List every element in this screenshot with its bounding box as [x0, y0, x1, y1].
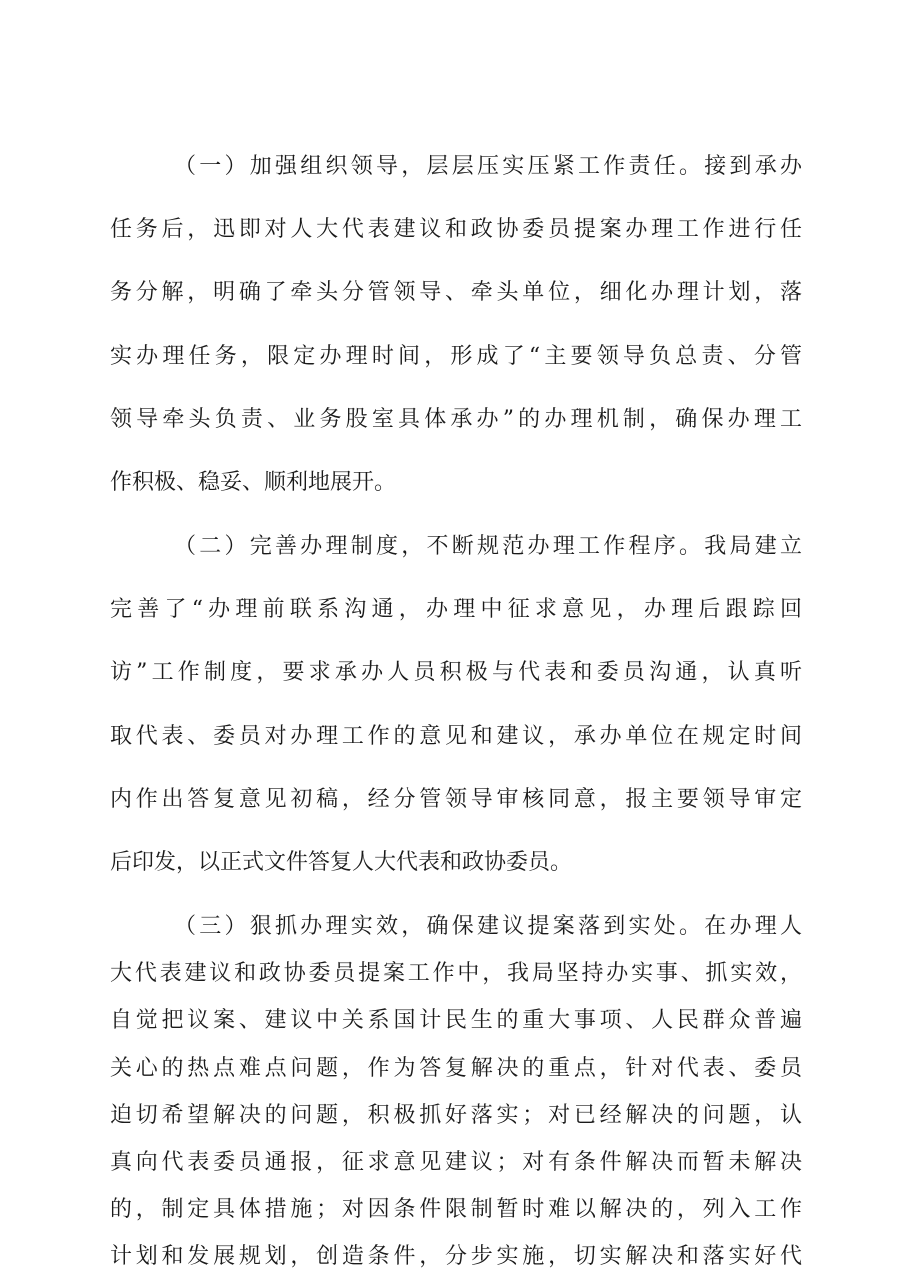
paragraph-3-line-2: 大代表建议和政协委员提案工作中，我局坚持办实事、抓实效，: [110, 961, 802, 987]
paragraph-2-line-5: 内作出答复意见初稿，经分管领导审核同意，报主要领导审定: [110, 786, 802, 812]
paragraph-1-line-5: 领导牵头负责、业务股室具体承办”的办理机制，确保办理工: [110, 406, 802, 432]
paragraph-1-line-6: 作积极、稳妥、顺利地展开。: [110, 470, 397, 495]
paragraph-3-line-1: （三）狠抓办理实效，确保建议提案落到实处。在办理人: [174, 914, 802, 939]
paragraph-3-line-3: 自觉把议案、建议中关系国计民生的重大事项、人民群众普遍: [110, 1008, 802, 1034]
paragraph-1-line-4: 实办理任务，限定办理时间，形成了“主要领导负总责、分管: [110, 343, 802, 369]
paragraph-2-line-3: 访”工作制度，要求承办人员积极与代表和委员沟通，认真听: [110, 660, 802, 686]
paragraph-3-line-7: 的，制定具体措施；对因条件限制暂时难以解决的，列入工作: [110, 1197, 802, 1223]
paragraph-3-line-6: 真向代表委员通报，征求意见建议；对有条件解决而暂未解决: [110, 1150, 802, 1175]
paragraph-3-line-8: 计划和发展规划，创造条件，分步实施，切实解决和落实好代: [110, 1244, 802, 1270]
paragraph-2-line-2: 完善了“办理前联系沟通，办理中征求意见，办理后跟踪回: [110, 597, 802, 623]
paragraph-1-line-1: （一）加强组织领导，层层压实压紧工作责任。接到承办: [174, 154, 802, 179]
paragraph-1-line-2: 任务后，迅即对人大代表建议和政协委员提案办理工作进行任: [110, 217, 802, 243]
paragraph-2-line-6: 后印发，以正式文件答复人大代表和政协委员。: [110, 850, 573, 875]
paragraph-1-line-3: 务分解，明确了牵头分管领导、牵头单位，细化办理计划，落: [110, 280, 802, 306]
paragraph-2-line-1: （二）完善办理制度，不断规范办理工作程序。我局建立: [174, 534, 802, 559]
paragraph-3-line-4: 关心的热点难点问题，作为答复解决的重点，针对代表、委员: [110, 1055, 802, 1081]
paragraph-3-line-5: 迫切希望解决的问题，积极抓好落实；对已经解决的问题，认: [110, 1102, 802, 1128]
paragraph-2-line-4: 取代表、委员对办理工作的意见和建议，承办单位在规定时间: [110, 723, 802, 749]
